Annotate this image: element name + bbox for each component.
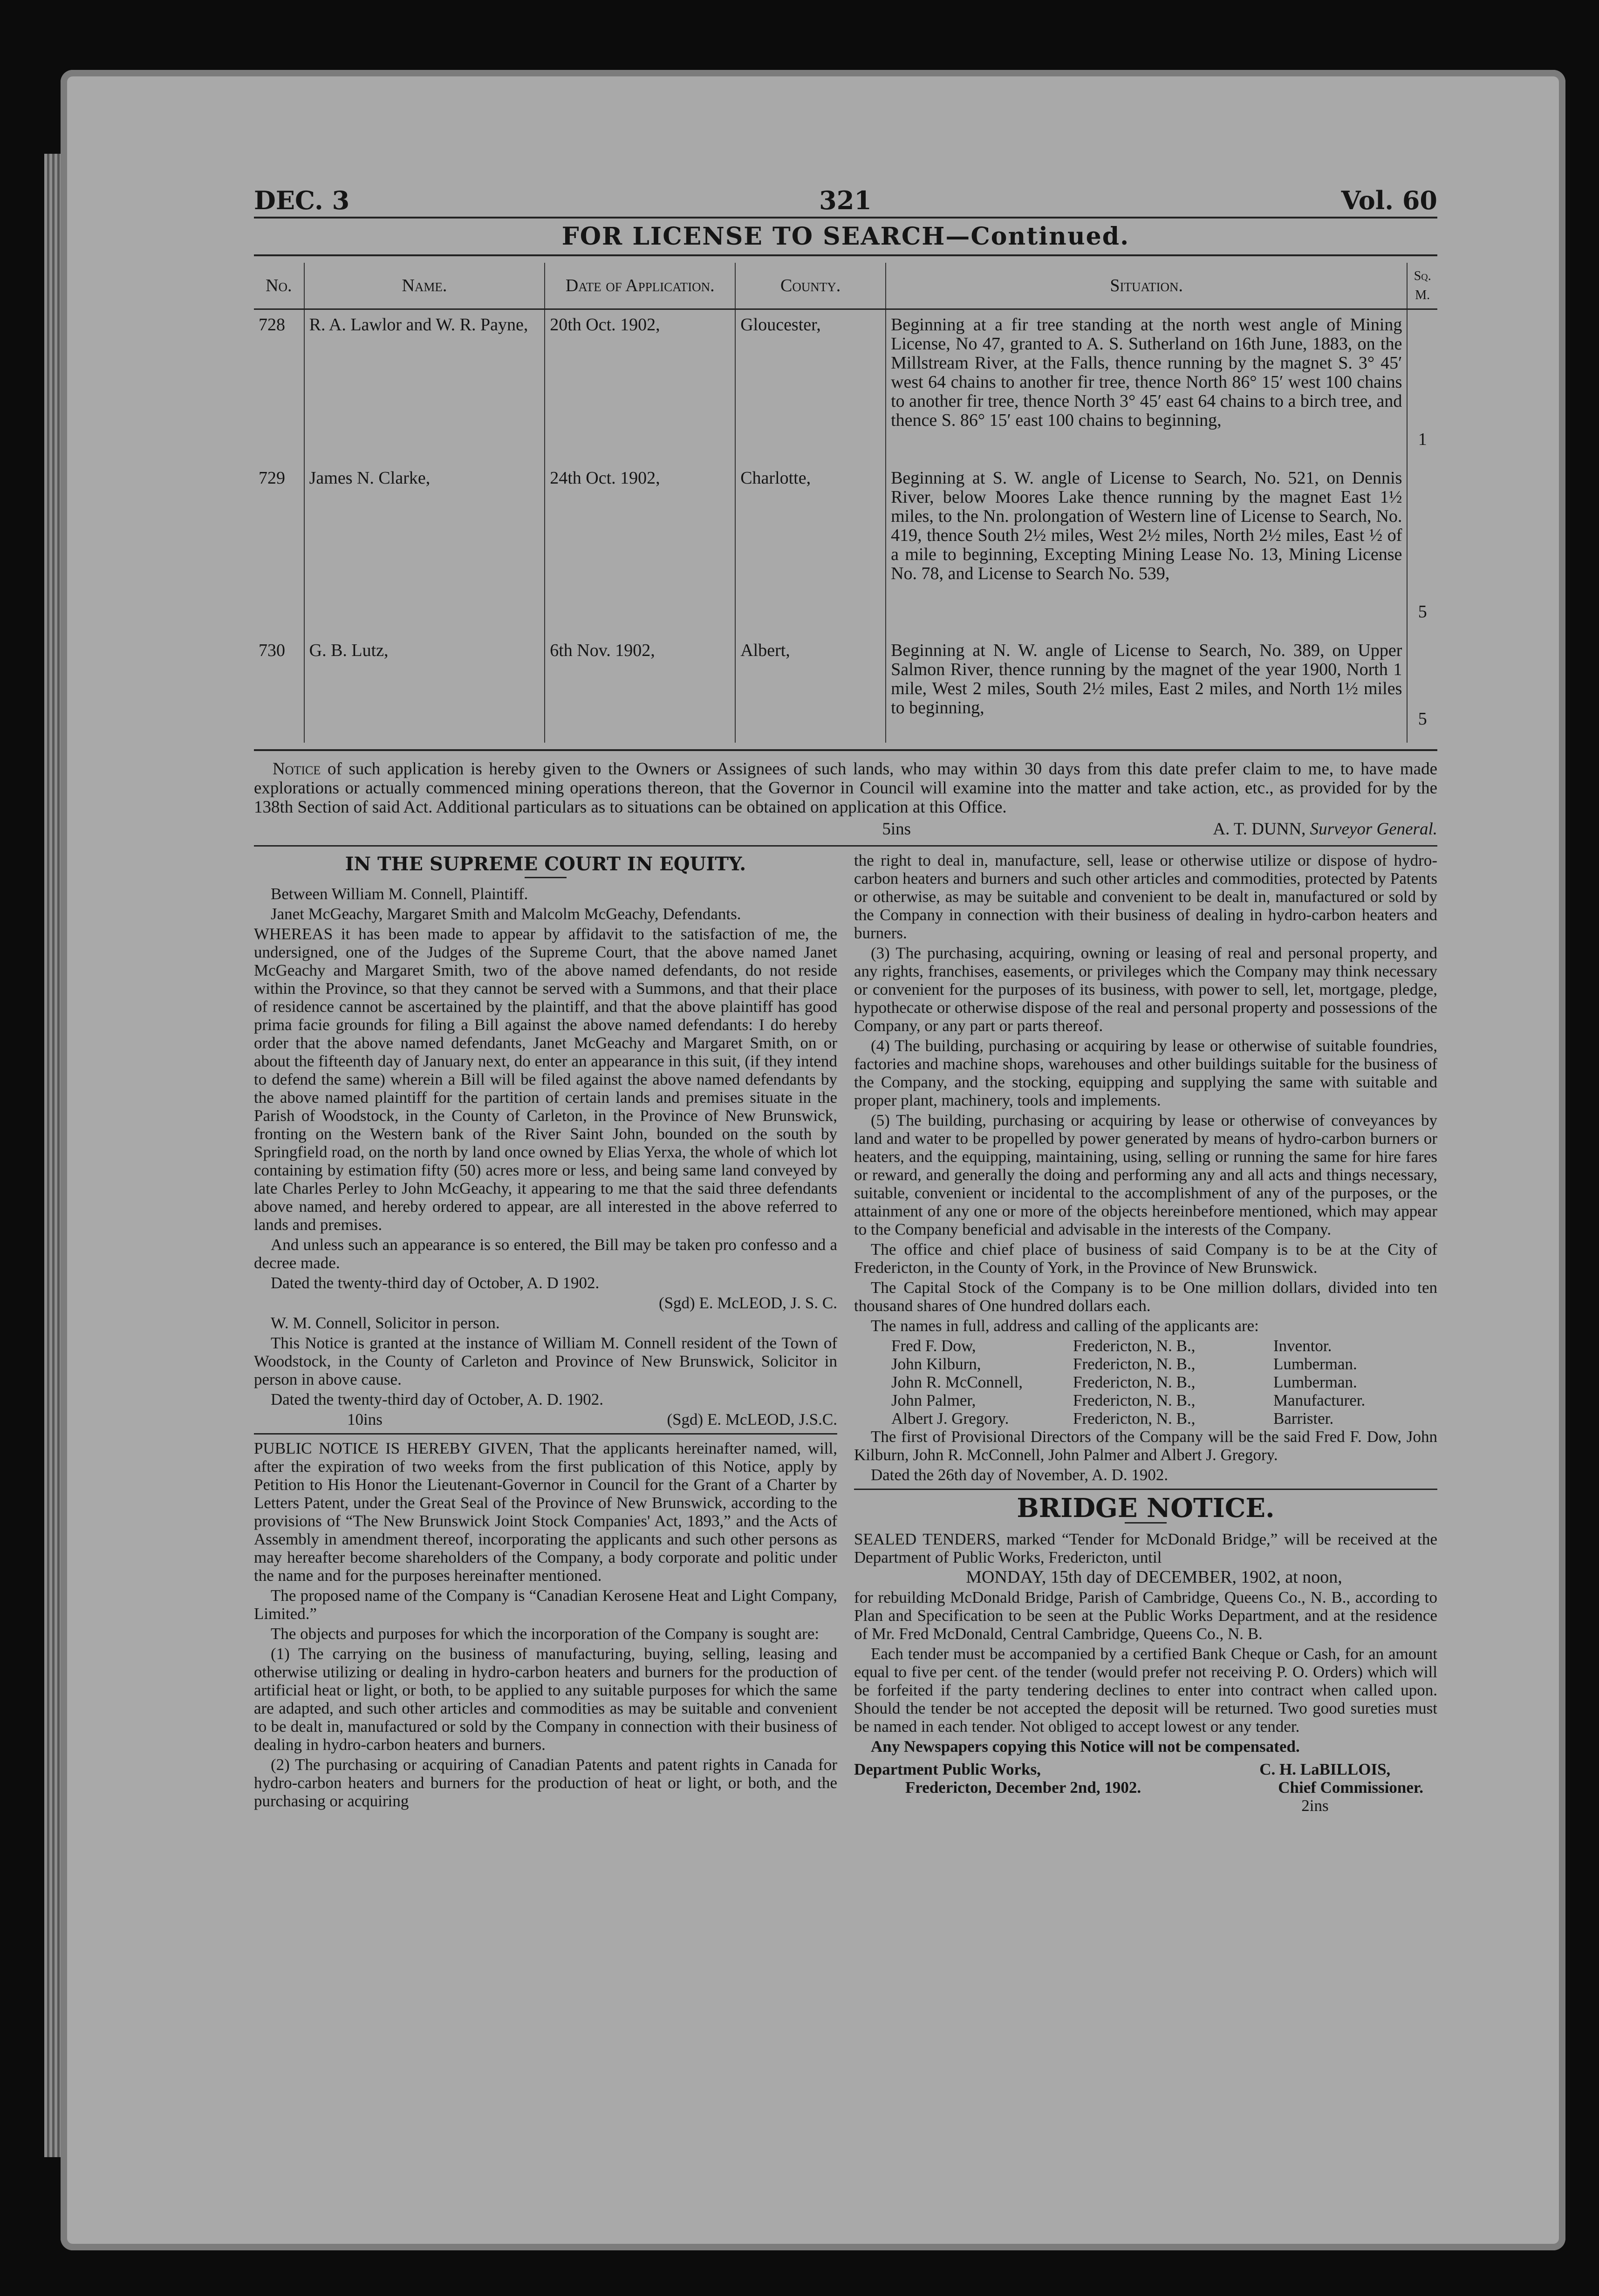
applicants-list xyxy=(854,1337,1437,1428)
company-notice-p7: (3) The purchasing, acquiring, owning or leasing of real and personal property, and any rights, franchises, easements, or privileges which the Company may think necessary or convenient for the purposes of its business, with power to sell, let, mortgage, pledge, hypothecate or otherwise dispose of the real and personal property and possessions of the Company, or any part or parts thereof. xyxy=(854,943,1437,1035)
notice-lead: Notice xyxy=(273,759,321,779)
col-county: County. xyxy=(735,263,886,309)
bridge-p5: Any Newspapers copying this Notice will not be compensated. xyxy=(871,1737,1300,1756)
company-notice-p6: the right to deal in, manufacture, sell, lease or otherwise utilize or dispose of hydro-carbon heaters and burners and such other articles and commodities, protected by Patents or otherwise, as may be suitable and convenient to be dealt in, manufactured or sold by the Company in connection with their business of dealing in hydro-carbon heaters and burners. xyxy=(854,851,1437,942)
court-body: WHEREAS it has been made to appear by affidavit to the satisfaction of me, the undersigned, one of the Judges of the Supreme Court, that the above named Janet McGeachy and Margaret Smith, two of the above named defendants, do not reside within the Province, so that they cannot be served with a Summons, and that their place of residence cannot be ascertained by the plaintiff, and that the above plaintiff has good prima facie grounds for filing a Bill against the above named defendants: I do hereby order that the above named defendants, Janet McGeachy and Margaret Smith, on or about the fifteenth day of January next, do enter an appearance in this suit, (if they intend to defend the same) wherein a Bill will be filed against the above named defendants by the above named plaintiff for the partition of certain lands and premises situate in the Parish of Woodstock, in the County of Carleton, in the Province of New Brunswick, fronting on the Western bank of the River Saint John, bounded on the south by Springfield road, on the north by land once owned by Elias Yerxa, the whole of which lot containing by estimation fifty (50) acres more or less, and being same land conveyed by late Charles Perley to John McGeachy, it appearing to me that the said three defendants above named, and hereby ordered to appear, are all interested in the above referred to lands and premises. xyxy=(254,924,837,1234)
court-body-2: And unless such an appearance is so entered, the Bill may be taken pro confesso and a decree made. xyxy=(254,1235,837,1272)
applicant-calling: Barrister. xyxy=(1273,1409,1334,1428)
bridge-p2: MONDAY, 15th day of DECEMBER, 1902, at noon, xyxy=(966,1567,1342,1587)
list-item xyxy=(854,1391,1437,1409)
court-signature-1: (Sgd) E. McLEOD, J. S. C. xyxy=(658,1293,837,1312)
list-item xyxy=(854,1355,1437,1373)
company-dated: Dated the 26th day of November, A. D. 1902. xyxy=(871,1465,1168,1484)
row-date: 20th Oct. 1902, xyxy=(545,309,735,463)
bridge-signature xyxy=(854,1760,1437,1815)
bridge-dept: Department Public Works, xyxy=(854,1760,1041,1778)
column-divider xyxy=(854,1489,1437,1490)
signature-title: Surveyor General. xyxy=(1310,819,1437,839)
header-volume: Vol. 60 xyxy=(1341,185,1437,215)
row-situation: Beginning at S. W. angle of License to Search, No. 521, on Dennis River, below Moores Lake thence running by the magnet East 1½ miles, to the Nn. prolongation of Western line of License to Search, No. 419, thence South 2½ miles, West 2½ miles, North 2½ miles, East ½ of a mile to beginning, Excepting Mining Lease No. 13, Mining License No. 78, and License to Search No. 539, xyxy=(886,463,1407,636)
list-item xyxy=(854,1373,1437,1391)
license-table-header xyxy=(254,263,1437,309)
bridge-p3: for rebuilding McDonald Bridge, Parish of Cambridge, Queens Co., N. B., according to Plan and Specification to be seen at the Public Works Department, and at the residence of Mr. Fred McDonald, Central Cambridge, Queens Co., N. B. xyxy=(854,1588,1437,1643)
signature-name: A. T. DUNN, xyxy=(1213,819,1306,839)
row-no: 730 xyxy=(259,640,285,660)
license-table xyxy=(254,263,1437,743)
row-name: R. A. Lawlor and W. R. Payne, xyxy=(304,309,545,463)
applicant-address: Fredericton, N. B., xyxy=(1073,1354,1196,1373)
notice-text: of such application is hereby given to the Owners or Assignees of such lands, who may within 30 days from this date prefer claim to me, to have made explorations or actually commenced mining operations thereon, that the Governor in Council will examine into the matter and take action, etc., as provided for by the 138th Section of said Act. Additional particulars as to situations can be obtained on application at this Office. xyxy=(254,759,1438,817)
page-content xyxy=(254,177,1437,1815)
header-page-number: 321 xyxy=(819,185,872,215)
row-sqm: 5 xyxy=(1407,463,1437,636)
right-column xyxy=(854,851,1437,1815)
row-situation: Beginning at a fir tree standing at the north west angle of Mining License, No 47, granted to A. S. Sutherland on 16th June, 1883, on the Millstream River, at the Falls, thence running by the magnet S. 3° 45′ west 64 chains to another fir tree, thence North 86° 15′ west 100 chains to another fir tree, thence North 3° 45′ east 64 chains to a birch tree, and thence S. 86° 15′ east 100 chains to beginning, xyxy=(886,309,1407,463)
list-item xyxy=(854,1337,1437,1355)
col-no: No. xyxy=(254,263,304,309)
court-solicitor: W. M. Connell, Solicitor in person. xyxy=(271,1313,500,1332)
company-notice-p9: (5) The building, purchasing or acquiring by lease or otherwise of conveyances by land and water to be propelled by power generated by means of hydro-carbon burners or heaters, and the equipping, maintaining, using, selling or running the same for hire fares or reward, and generally the doing and performing any and all acts and things necessary, suitable, convenient or incidental to the accomplishment of any of the purposes, or the attainment of any one or more of the objects hereinbefore mentioned, which may appear to the Company beneficial and advisable in the interests of the Company. xyxy=(854,1111,1437,1238)
short-rule xyxy=(525,877,567,878)
table-bottom-rule xyxy=(254,749,1437,751)
bridge-p4: Each tender must be accompanied by a certified Bank Cheque or Cash, for an amount equal to five per cent. of the tender (would prefer not receiving P. O. Orders) which will be forfeited if the party tendering declines to enter into contract when called upon. Should the tender be not accepted the deposit will be returned. Two good sureties must be named in each tender. Not obliged to accept lowest or any tender. xyxy=(854,1644,1437,1736)
company-notice-p8: (4) The building, purchasing or acquiring by lease or otherwise of suitable foundries, factories and machine shops, warehouses and other buildings suitable for the business of the Company, and the stocking, equipping and supplying the same with suitable and proper plant, machinery, tools and implements. xyxy=(854,1036,1437,1109)
company-notice-p4: (1) The carrying on the business of manufacturing, buying, selling, leasing and otherwise utilizing or dealing in hydro-carbon heaters and burners for the production of artificial heat or light, or both, to be applied to any suitable purposes for which the same are adapted, and such other articles and commodities as may be suitable and convenient to be dealt in, manufactured or sold by the Company in connection with their business of dealing in hydro-carbon heaters and burners. xyxy=(254,1644,837,1754)
table-row xyxy=(254,463,1437,636)
company-notice-p10: The office and chief place of business of said Company is to be at the City of Fredericton, in the County of York, in the Province of New Brunswick. xyxy=(854,1240,1437,1277)
row-county: Albert, xyxy=(735,636,886,743)
header-date: DEC. 3 xyxy=(254,185,350,215)
court-parties-2: Janet McGeachy, Margaret Smith and Malcolm McGeachy, Defendants. xyxy=(271,904,741,923)
row-situation: Beginning at N. W. angle of License to Search, No. 389, on Upper Salmon River, thence running by the magnet of the year 1900, North 1 mile, West 2 miles, South 2½ miles, East 2 miles, and North 1½ miles to beginning, xyxy=(886,636,1407,743)
table-row xyxy=(254,636,1437,743)
row-sqm: 1 xyxy=(1407,309,1437,463)
license-section-title: FOR LICENSE TO SEARCH—Continued. xyxy=(561,222,1130,251)
applicant-name: Albert J. Gregory. xyxy=(891,1409,1009,1428)
court-title: IN THE SUPREME COURT IN EQUITY. xyxy=(345,853,746,875)
company-notice-p13: The first of Provisional Directors of the Company will be the said Fred F. Dow, John Kilburn, John R. McConnell, John Palmer and Albert J. Gregory. xyxy=(854,1427,1437,1464)
row-name: G. B. Lutz, xyxy=(304,636,545,743)
bridge-sig-title: Chief Commissioner. xyxy=(1278,1778,1423,1797)
bridge-p1: SEALED TENDERS, marked “Tender for McDonald Bridge,” will be received at the Department of Public Works, Fredericton, until xyxy=(854,1530,1437,1566)
insertions-note: 5ins xyxy=(882,819,911,839)
company-notice-p1: PUBLIC NOTICE IS HEREBY GIVEN, That the applicants hereinafter named, will, after the expiration of two weeks from the first publication of this Notice, apply by Petition to His Honor the Lieutenant-Governor in Council for the Grant of a Charter by Letters Patent, under the Great Seal of the Province of New Brunswick, according to the provisions of “The New Brunswick Joint Stock Companies' Act, 1893,” and the Acts of Assembly in amendment thereof, incorporating the applicants and such other persons as may hereafter become shareholders of the Company, a body corporate and politic under the name and for the purposes hereinafter mentioned. xyxy=(254,1439,837,1585)
bridge-notice-title: BRIDGE NOTICE. xyxy=(1017,1492,1275,1524)
header-rule xyxy=(254,217,1437,219)
column-divider xyxy=(254,1433,837,1435)
court-body-3: This Notice is granted at the instance of William M. Connell resident of the Town of Woodstock, in the County of Carleton and Province of New Brunswick, Solicitor in person in above cause. xyxy=(254,1333,837,1388)
row-no: 728 xyxy=(259,315,285,335)
bridge-place: Fredericton, December 2nd, 1902. xyxy=(905,1778,1141,1797)
applicant-address: Fredericton, N. B., xyxy=(1073,1336,1196,1355)
applicant-name: John Palmer, xyxy=(891,1391,976,1409)
row-county: Gloucester, xyxy=(735,309,886,463)
company-notice-p11: The Capital Stock of the Company is to be One million dollars, divided into ten thousand shares of One hundred dollars each. xyxy=(854,1278,1437,1315)
col-sqm: Sq. M. xyxy=(1407,263,1437,309)
court-signature-2: (Sgd) E. McLEOD, J.S.C. xyxy=(667,1410,837,1428)
bridge-sig-name: C. H. LaBILLOIS, xyxy=(1259,1760,1391,1778)
company-notice-p12: The names in full, address and calling of the applicants are: xyxy=(871,1316,1259,1335)
title-rule xyxy=(254,254,1437,256)
applicant-address: Fredericton, N. B., xyxy=(1073,1373,1196,1391)
court-insertions: 10ins xyxy=(347,1410,383,1428)
applicant-calling: Manufacturer. xyxy=(1273,1391,1366,1409)
applicant-calling: Lumberman. xyxy=(1273,1354,1357,1373)
applicant-name: John R. McConnell, xyxy=(891,1373,1023,1391)
company-notice-p2: The proposed name of the Company is “Canadian Kerosene Heat and Light Company, Limited.” xyxy=(254,1586,837,1623)
court-footer xyxy=(254,1410,837,1428)
applicant-address: Fredericton, N. B., xyxy=(1073,1391,1196,1409)
two-column-section xyxy=(254,845,1437,1815)
applicant-calling: Lumberman. xyxy=(1273,1373,1357,1391)
row-name: James N. Clarke, xyxy=(304,463,545,636)
col-situation: Situation. xyxy=(886,263,1407,309)
applicant-name: John Kilburn, xyxy=(891,1354,981,1373)
company-notice-p3: The objects and purposes for which the incorporation of the Company is sought are: xyxy=(271,1624,820,1643)
list-item xyxy=(854,1409,1437,1428)
bridge-insertions: 2ins xyxy=(1301,1796,1329,1815)
court-dated-1: Dated the twenty-third day of October, A. D 1902. xyxy=(271,1273,600,1292)
applicant-calling: Inventor. xyxy=(1273,1336,1332,1355)
court-parties-1: Between William M. Connell, Plaintiff. xyxy=(271,884,528,903)
court-dated-2: Dated the twenty-third day of October, A. D. 1902. xyxy=(271,1390,603,1408)
license-signature xyxy=(254,820,1437,839)
col-date: Date of Application. xyxy=(545,263,735,309)
col-name: Name. xyxy=(304,263,545,309)
row-date: 6th Nov. 1902, xyxy=(545,636,735,743)
left-column xyxy=(254,851,837,1815)
applicant-address: Fredericton, N. B., xyxy=(1073,1409,1196,1428)
license-notice xyxy=(254,759,1437,817)
row-sqm: 5 xyxy=(1407,636,1437,743)
row-no: 729 xyxy=(259,468,285,488)
table-row xyxy=(254,309,1437,463)
company-notice-p5: (2) The purchasing or acquiring of Canadian Patents and patent rights in Canada for hydro-carbon heaters and burners for the production of heat or light, or both, and the purchasing or acquiring xyxy=(254,1755,837,1810)
row-county: Charlotte, xyxy=(735,463,886,636)
row-date: 24th Oct. 1902, xyxy=(545,463,735,636)
applicant-name: Fred F. Dow, xyxy=(891,1336,976,1355)
running-header xyxy=(254,177,1437,215)
